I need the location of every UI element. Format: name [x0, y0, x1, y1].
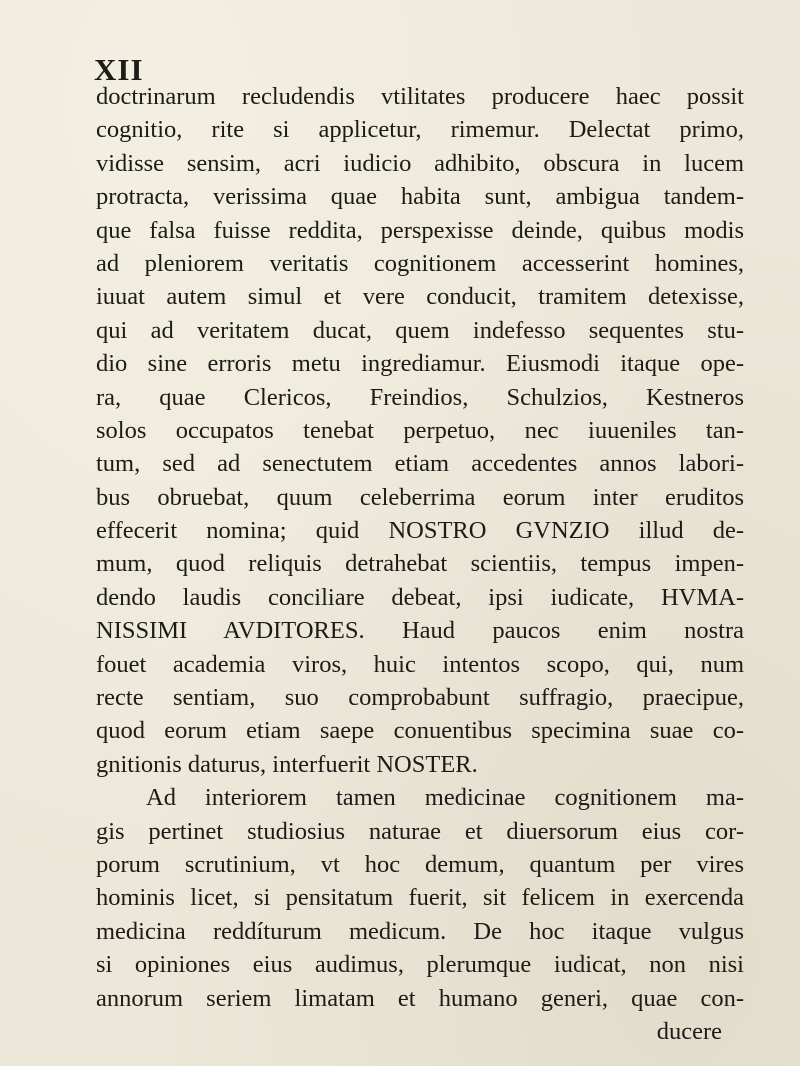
- body-text: [96, 80, 744, 1048]
- text-line: qui ad veritatem ducat, quem indefesso sequentes stu-: [96, 316, 744, 344]
- text-line: gis pertinet studiosius naturae et diuersorum eius cor-: [96, 817, 744, 845]
- text-line: tum, sed ad senectutem etiam accedentes annos labori-: [96, 450, 744, 478]
- text-line: Ad interiorem tamen medicinae cognitionem ma-: [146, 784, 744, 812]
- text-line: quod eorum etiam saepe conuentibus specimina suae co-: [96, 717, 744, 745]
- catchword: ducere: [656, 1017, 722, 1045]
- text-line: iuuat autem simul et vere conducit, tramitem detexisse,: [96, 283, 744, 311]
- text-line: que falsa fuisse reddita, perspexisse deinde, quibus modis: [96, 216, 744, 244]
- text-line: vidisse sensim, acri iudicio adhibito, obscura in lucem: [96, 149, 744, 177]
- text-line: ad pleniorem veritatis cognitionem accesserint homines,: [96, 249, 744, 277]
- text-line: recte sentiam, suo comprobabunt suffragio, praecipue,: [96, 684, 744, 712]
- text-line: NISSIMI AVDITORES. Haud paucos enim nostra: [96, 617, 744, 645]
- text-line: protracta, verissima quae habita sunt, ambigua tandem-: [96, 183, 744, 211]
- text-line: porum scrutinium, vt hoc demum, quantum per vires: [96, 850, 744, 878]
- text-line: ra, quae Clericos, Freindios, Schulzios, Kestneros: [96, 383, 744, 411]
- text-line: bus obruebat, quum celeberrima eorum inter eruditos: [96, 483, 744, 511]
- text-line: mum, quod reliquis detrahebat scientiis, tempus impen-: [96, 550, 744, 578]
- text-line: effecerit nomina; quid NOSTRO GVNZIO illud de-: [96, 517, 744, 545]
- text-line: solos occupatos tenebat perpetuo, nec iuueniles tan-: [96, 416, 744, 444]
- text-line: dio sine erroris metu ingrediamur. Eiusmodi itaque ope-: [96, 350, 744, 378]
- text-line: annorum seriem limatam et humano generi, quae con-: [96, 984, 744, 1012]
- text-line: dendo laudis conciliare debeat, ipsi iudicate, HVMA-: [96, 583, 744, 611]
- text-line: si opiniones eius audimus, plerumque iudicat, non nisi: [96, 951, 744, 979]
- text-line: fouet academia viros, huic intentos scopo, qui, num: [96, 650, 744, 678]
- text-line: cognitio, rite si applicetur, rimemur. Delectat primo,: [96, 116, 744, 144]
- text-line: hominis licet, si pensitatum fuerit, sit felicem in exercenda: [96, 884, 744, 912]
- text-line: doctrinarum recludendis vtilitates producere haec possit: [96, 83, 744, 110]
- text-line: gnitionis daturus, interfuerit NOSTER.: [96, 750, 478, 778]
- page-number: XII: [94, 52, 144, 87]
- text-line: medicina reddíturum medicum. De hoc itaque vulgus: [96, 917, 744, 945]
